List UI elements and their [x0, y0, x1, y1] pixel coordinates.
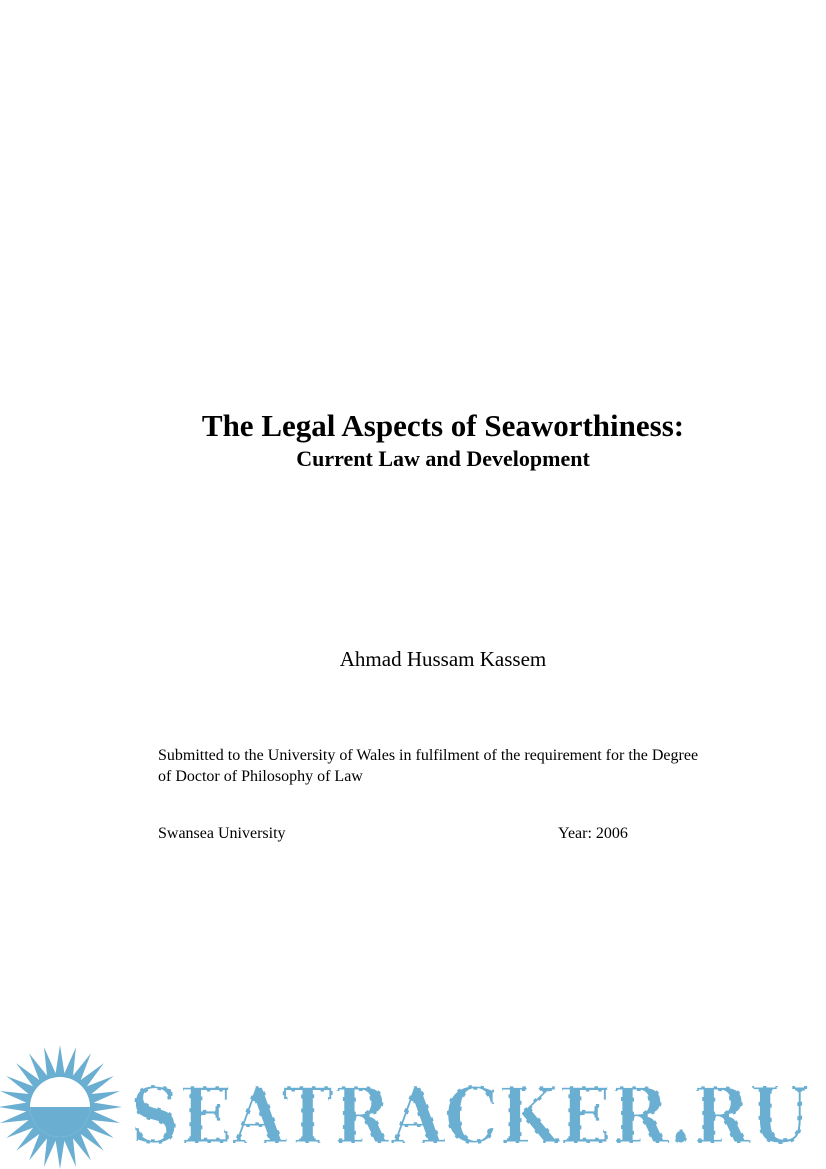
sun-over-water-logo-icon — [0, 1045, 122, 1169]
thesis-subtitle: Current Law and Development — [296, 446, 590, 471]
submission-statement — [158, 745, 758, 787]
thesis-title: The Legal Aspects of Seaworthiness: — [201, 408, 685, 443]
watermark-text: SEATRACKER.RU — [130, 1071, 810, 1162]
institution-name: Swansea University — [158, 825, 286, 842]
author-name: Ahmad Hussam Kassem — [339, 647, 547, 671]
watermark — [0, 1045, 826, 1169]
submission-year: Year: 2006 — [558, 825, 628, 842]
submission-line-2: of Doctor of Philosophy of Law — [158, 768, 363, 785]
submission-line-1: Submitted to the University of Wales in fulfilment of the requirement for the Degree — [158, 747, 699, 764]
